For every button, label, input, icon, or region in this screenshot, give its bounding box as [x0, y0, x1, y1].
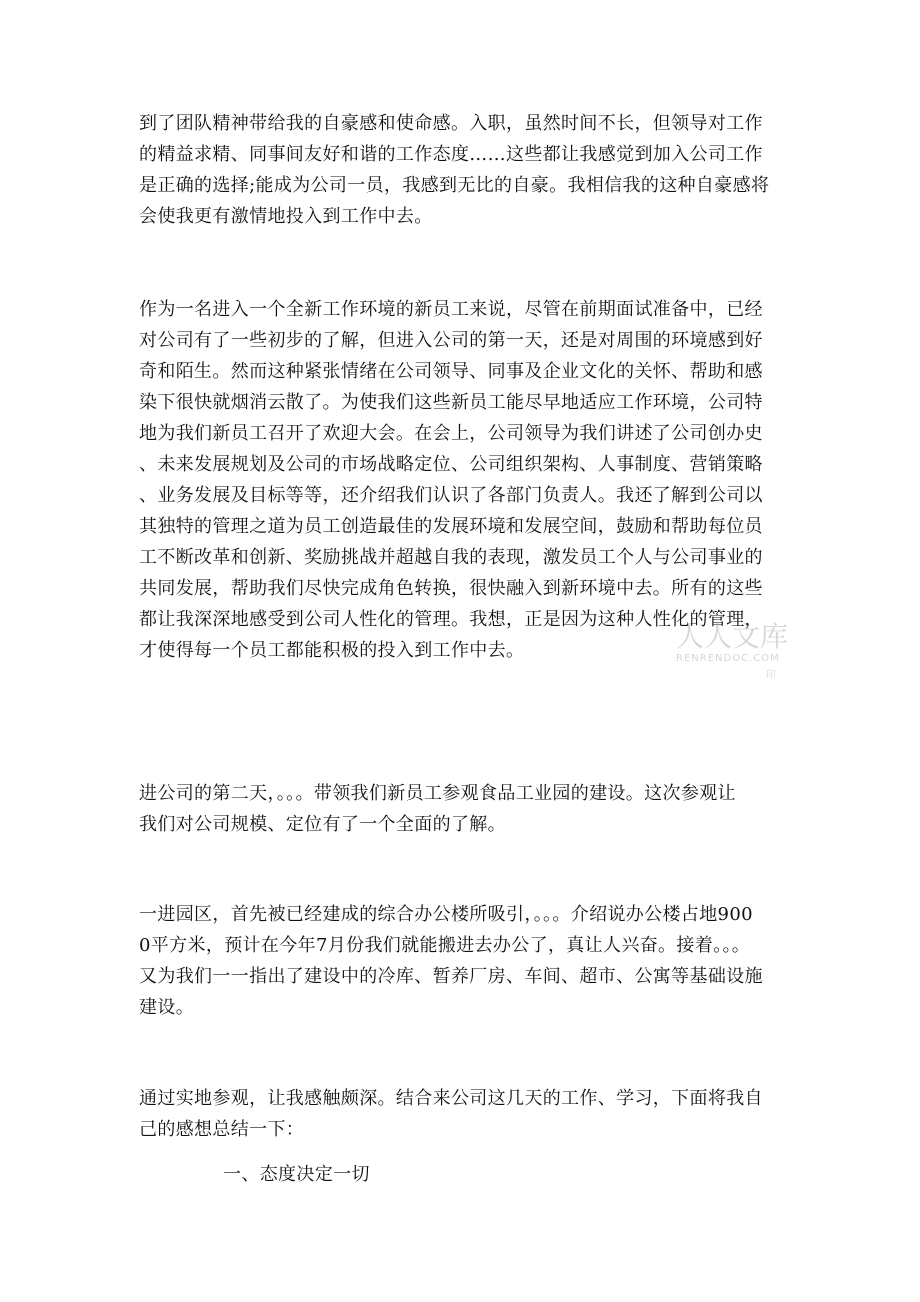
watermark-mark: 印	[766, 670, 776, 681]
paragraph-line: 己的感想总结一下：	[139, 1119, 305, 1140]
paragraph-line: 、未来发展规划及公司的市场战略定位、公司组织架构、人事制度、营销策略	[139, 454, 763, 475]
paragraph-line: 对公司有了一些初步的了解，但进入公司的第一天，还是对周围的环境感到好	[139, 330, 763, 351]
paragraph-1	[139, 108, 779, 232]
paragraph-line: 作为一名进入一个全新工作环境的新员工来说，尽管在前期面试准备中，已经	[139, 299, 763, 320]
paragraph-3	[139, 778, 779, 840]
paragraph-line: 奇和陌生。然而这种紧张情绪在公司领导、同事及企业文化的关怀、帮助和感	[139, 361, 763, 382]
paragraph-line: 才使得每一个员工都能积极的投入到工作中去。	[139, 640, 525, 661]
paragraph-line: 我们对公司规模、定位有了一个全面的了解。	[139, 814, 506, 835]
paragraph-line: 进公司的第二天，。。。带领我们新员工参观食品工业园的建设。这次参观让	[139, 783, 736, 804]
paragraph-line: 建设。	[139, 997, 195, 1018]
paragraph-line: 、业务发展及目标等等，还介绍我们认识了各部门负责人。我还了解到公司以	[139, 485, 763, 506]
paragraph-line: 又为我们一一指出了建设中的冷库、暂养厂房、车间、超市、公寓等基础设施	[139, 966, 763, 987]
paragraph-line: 工不断改革和创新、奖励挑战并超越自我的表现，激发员工个人与公司事业的	[139, 547, 763, 568]
paragraph-line: 一进园区，首先被已经建成的综合办公楼所吸引，。。。介绍说办公楼占地900	[139, 904, 753, 925]
paragraph-line: 是正确的选择;能成为公司一员，我感到无比的自豪。我相信我的这种自豪感将	[139, 175, 770, 196]
watermark-logo-text: 人人文库	[676, 620, 789, 653]
paragraph-line: 共同发展，帮助我们尽快完成角色转换，很快融入到新环境中去。所有的这些	[139, 578, 763, 599]
paragraph-line: 都让我深深地感受到公司人性化的管理。我想，正是因为这种人性化的管理，	[139, 609, 763, 630]
paragraph-line: 其独特的管理之道为员工创造最佳的发展环境和发展空间，鼓励和帮助每位员	[139, 516, 763, 537]
paragraph-4	[139, 899, 779, 1023]
paragraph-line: 地为我们新员工召开了欢迎大会。在会上，公司领导为我们讲述了公司创办史	[139, 423, 763, 444]
paragraph-line: 会使我更有激情地投入到工作中去。	[139, 206, 433, 227]
paragraph-line: 到了团队精神带给我的自豪感和使命感。入职，虽然时间不长，但领导对工作	[139, 113, 763, 134]
paragraph-5	[139, 1083, 779, 1145]
section-heading: 一、态度决定一切	[223, 1164, 370, 1185]
paragraph-line: 的精益求精、同事间友好和谐的工作态度……这些都让我感觉到加入公司工作	[139, 144, 763, 165]
watermark-site-text: RENRENDOC.COM	[676, 653, 780, 664]
paragraph-line: 染下很快就烟消云散了。为使我们这些新员工能尽早地适应工作环境，公司特	[139, 392, 763, 413]
paragraph-line: 通过实地参观，让我感触颇深。结合来公司这几天的工作、学习，下面将我自	[139, 1088, 763, 1109]
paragraph-2	[139, 294, 779, 666]
paragraph-line: 0平方米，预计在今年7月份我们就能搬进去办公了，真让人兴奋。接着。。。	[139, 935, 751, 956]
